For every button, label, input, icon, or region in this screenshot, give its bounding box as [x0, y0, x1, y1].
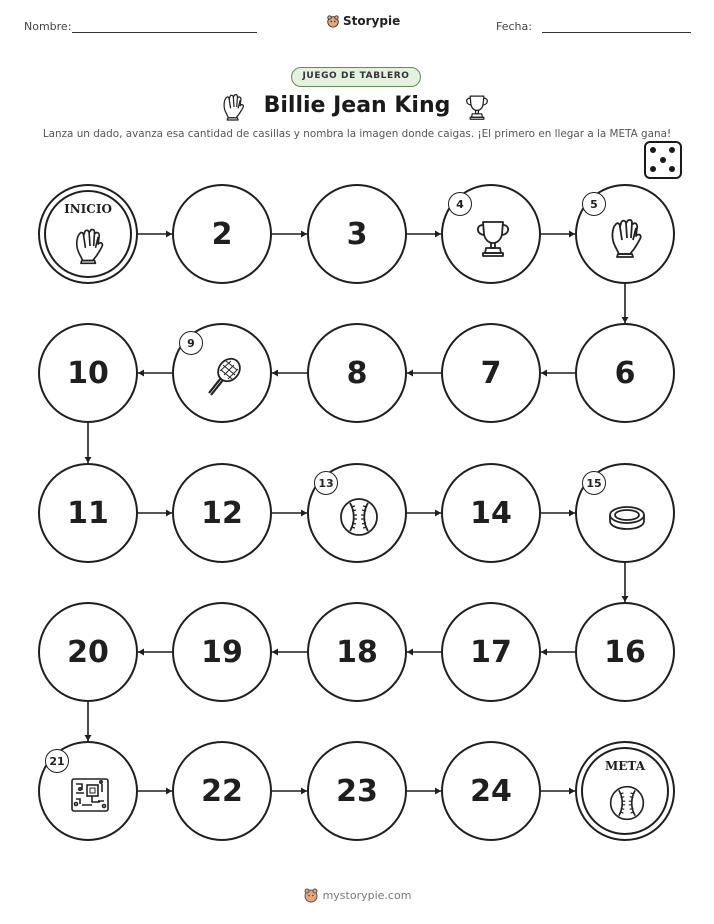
board-space — [172, 184, 272, 284]
space-number: 17 — [470, 634, 512, 670]
instructions: Lanza un dado, avanza esa cantidad de casillas y nombra la imagen donde caigas. ¡El primero en llegar a la META gana! — [42, 128, 672, 140]
date-label: Fecha: — [496, 20, 532, 33]
name-label: Nombre: — [24, 20, 72, 33]
baseball-glove-icon — [70, 226, 110, 266]
space-number-badge: 15 — [582, 471, 606, 495]
start-label: INICIO — [64, 202, 112, 216]
space-number: 16 — [604, 634, 646, 670]
board-space — [441, 323, 541, 423]
finish-label: META — [604, 759, 645, 773]
space-number: 12 — [201, 495, 243, 531]
space-number: 3 — [346, 216, 368, 252]
board-space — [575, 184, 675, 284]
space-number-badge: 4 — [448, 192, 472, 216]
arrow-head — [541, 370, 547, 377]
space-number: 18 — [336, 634, 378, 670]
board-space — [441, 741, 541, 841]
baseball-icon — [337, 495, 381, 539]
board-space — [307, 323, 407, 423]
finish-space — [575, 741, 675, 841]
space-number: 24 — [470, 773, 512, 809]
space-number: 11 — [67, 495, 109, 531]
board-space — [307, 741, 407, 841]
board-space — [172, 463, 272, 563]
space-number: 2 — [211, 216, 233, 252]
board-space — [307, 463, 407, 563]
tennis-racket-icon — [202, 355, 246, 399]
space-number: 10 — [67, 355, 109, 391]
space-number-badge: 13 — [314, 471, 338, 495]
brand-name: Storypie — [343, 14, 401, 28]
mascot-icon — [303, 887, 319, 903]
board-space — [307, 184, 407, 284]
footer-url: mystorypie.com — [322, 888, 412, 902]
board-space — [172, 741, 272, 841]
board-space — [575, 602, 675, 702]
space-number-badge: 5 — [582, 192, 606, 216]
baseball-glove-icon — [605, 216, 649, 260]
game-type-tag: JUEGO DE TABLERO — [291, 67, 421, 87]
arrow-head — [541, 649, 547, 656]
circuit-board-icon — [68, 773, 112, 817]
board-space — [38, 323, 138, 423]
arrow-head — [272, 370, 278, 377]
arrow-head — [138, 370, 144, 377]
space-number: 7 — [480, 355, 502, 391]
board-space — [172, 602, 272, 702]
space-number: 23 — [336, 773, 378, 809]
footer — [0, 887, 714, 903]
space-number-badge: 9 — [179, 331, 203, 355]
board-space — [307, 602, 407, 702]
board-space — [575, 463, 675, 563]
space-number: 20 — [67, 634, 109, 670]
board-space — [441, 184, 541, 284]
board-space — [172, 323, 272, 423]
arrow-head — [138, 649, 144, 656]
space-number: 8 — [346, 355, 368, 391]
trophy-icon — [471, 216, 515, 260]
board-space — [441, 602, 541, 702]
ring-icon — [605, 495, 649, 539]
space-number: 22 — [201, 773, 243, 809]
start-space — [38, 184, 138, 284]
board-space — [38, 741, 138, 841]
board-space — [38, 602, 138, 702]
page-title: Billie Jean King — [263, 93, 451, 118]
arrow-head — [407, 649, 413, 656]
arrow-head — [407, 370, 413, 377]
arrow-head — [272, 649, 278, 656]
space-number: 14 — [470, 495, 512, 531]
space-number: 6 — [614, 355, 636, 391]
space-number-badge: 21 — [45, 749, 69, 773]
baseball-icon — [607, 783, 647, 823]
board-space — [441, 463, 541, 563]
board-space — [38, 463, 138, 563]
space-number: 19 — [201, 634, 243, 670]
board-space — [575, 323, 675, 423]
